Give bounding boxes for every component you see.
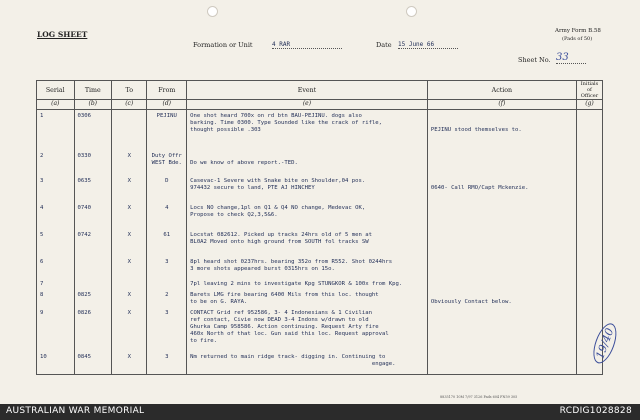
event-cell: [187, 175, 428, 202]
from-cell: [147, 351, 187, 375]
initials-cell: [576, 278, 602, 289]
action-cell: [427, 307, 576, 351]
from-cell-text: 61: [163, 231, 171, 238]
serial-cell: [37, 256, 75, 278]
letter-a: (a): [37, 100, 75, 110]
sheet-no-label: Sheet No.: [518, 56, 551, 64]
to-cell-text: X: [127, 353, 131, 360]
to-cell-text: X: [127, 177, 131, 184]
col-event: Event: [187, 81, 428, 100]
event-cell-text: Barets LMG fire bearing 6400 Mils from this loc. thought to be on G. RAYA.: [190, 291, 379, 305]
time-cell: [74, 351, 112, 375]
action-cell: [427, 229, 576, 256]
serial-cell: [37, 202, 75, 229]
event-cell-text: CONTACT Grid ref 952586, 3- 4 Indonesians & 1 Civilian ref contact, Civie now DEAD 3-4 Indons w/drawn to old Ghurka Camp 958586. Action continuing. Request Arty fire 460x North of that loc. Gun said this loc. Request approval to fire.: [190, 309, 389, 345]
event-cell-text: Do we know of above report.-TED.: [190, 159, 298, 166]
action-cell: [427, 175, 576, 202]
from-cell: [147, 289, 187, 307]
letter-f: (f): [427, 100, 576, 110]
serial-cell: [37, 175, 75, 202]
serial-cell-text: 1: [40, 113, 44, 119]
from-cell: [147, 175, 187, 202]
to-cell: [112, 256, 147, 278]
event-cell-text: Casevac-1 Severe with Snake bite on Shoulder,04 pos. 974432 secure to land, PTE AJ HINCHEY: [190, 177, 366, 191]
log-row: [37, 307, 603, 351]
event-cell: [187, 202, 428, 229]
to-cell-text: X: [127, 204, 131, 211]
from-cell: [147, 202, 187, 229]
time-cell-text: 0330: [77, 152, 91, 159]
serial-cell-text: 10: [40, 353, 47, 360]
letter-b: (b): [74, 100, 112, 110]
log-row: [37, 256, 603, 278]
letter-e: (e): [187, 100, 428, 110]
sheet-no-value: 33: [556, 52, 586, 64]
formation-value: 4 RAR: [272, 41, 342, 49]
action-cell: [427, 150, 576, 175]
from-cell-text: 4: [165, 204, 169, 211]
event-cell: [187, 256, 428, 278]
event-cell: [187, 150, 428, 175]
log-row: [37, 351, 603, 375]
event-cell-text: Locstat 082612. Picked up tracks 24hrs old of 5 men at BL0A2 Moved onto high ground from SOUTH fol tracks SW: [190, 231, 372, 245]
event-cell-text: One shot heard 700x on rd btn BAU-PEJINU. dogs also barking. Time 0300. Type Sounded like the crack of rifle, thought possible .303: [190, 113, 383, 134]
serial-cell: [37, 150, 75, 175]
log-row: [37, 150, 603, 175]
sheet-title: LOG SHEET: [37, 30, 88, 39]
log-row: [37, 175, 603, 202]
from-cell: [147, 256, 187, 278]
action-cell: [427, 289, 576, 307]
event-cell: [187, 289, 428, 307]
serial-cell-text: 8: [40, 291, 44, 298]
initials-cell: [576, 202, 602, 229]
initials-cell: [576, 289, 602, 307]
footer-id: RCDIG1028828: [559, 406, 632, 416]
formation-label: Formation or Unit: [193, 41, 253, 49]
serial-cell-text: 2: [40, 152, 44, 159]
letter-c: (c): [112, 100, 147, 110]
from-cell-text: 3: [165, 309, 169, 316]
to-cell: [112, 278, 147, 289]
serial-cell-text: 7: [40, 280, 44, 287]
initials-cell: [576, 175, 602, 202]
from-cell-text: 3: [165, 353, 169, 360]
time-cell-text: 0826: [77, 309, 91, 316]
date-value: 15 June 66: [398, 41, 458, 49]
form-name: Army Form B.58: [555, 28, 601, 34]
column-letter-row: [37, 100, 603, 110]
from-cell: [147, 307, 187, 351]
log-row: [37, 229, 603, 256]
punch-hole-left: [207, 6, 218, 17]
serial-cell: [37, 307, 75, 351]
time-cell: [74, 289, 112, 307]
to-cell-text: X: [127, 291, 131, 298]
col-action: Action: [427, 81, 576, 100]
time-cell-text: 0635: [77, 177, 91, 184]
to-cell: [112, 202, 147, 229]
action-cell: [427, 110, 576, 150]
form-pads: (Pads of 50): [562, 36, 593, 42]
event-cell: [187, 229, 428, 256]
log-table: [36, 80, 603, 375]
to-cell: [112, 289, 147, 307]
serial-cell: [37, 278, 75, 289]
time-cell-text: 0740: [77, 204, 91, 211]
log-row: [37, 202, 603, 229]
letter-g: (g): [576, 100, 602, 110]
time-cell: [74, 202, 112, 229]
action-cell: [427, 351, 576, 375]
action-cell: [427, 202, 576, 229]
serial-cell-text: 4: [40, 204, 44, 211]
event-cell: [187, 307, 428, 351]
from-cell: [147, 229, 187, 256]
log-row: [37, 278, 603, 289]
table-header-row: [37, 81, 603, 100]
time-cell: [74, 256, 112, 278]
time-cell: [74, 307, 112, 351]
to-cell: [112, 307, 147, 351]
to-cell: [112, 175, 147, 202]
to-cell: [112, 110, 147, 150]
log-row: [37, 110, 603, 150]
from-cell-text: D: [165, 177, 169, 184]
date-label: Date: [376, 41, 392, 49]
initials-cell: [576, 256, 602, 278]
initials-cell: [576, 110, 602, 150]
serial-cell: [37, 351, 75, 375]
serial-cell: [37, 229, 75, 256]
punch-hole-right: [406, 6, 417, 17]
from-cell: [147, 150, 187, 175]
event-cell-text: 8pl heard shot 0237hrs. bearing 352o from R552. Shot 0244hrs 3 more shots appeared burst 0315hrs on 15o.: [190, 258, 393, 272]
time-cell-text: 0825: [77, 291, 91, 298]
to-cell: [112, 150, 147, 175]
serial-cell: [37, 110, 75, 150]
event-cell: [187, 110, 428, 150]
event-cell-text: Nm returned to main ridge track- digging in. Continuing to engage.: [190, 353, 396, 367]
printer-line: 8835170 10M 7/97 3126 Pads 604 FN59 305: [440, 395, 518, 399]
event-cell-text: Locs NO change,1pl on Q1 & Q4 NO change, Medevac OK, Propose to check Q2,3,5&6.: [190, 204, 366, 218]
initials-cell: [576, 229, 602, 256]
to-cell: [112, 351, 147, 375]
time-cell-text: 0306: [77, 113, 91, 119]
event-cell: [187, 351, 428, 375]
to-cell-text: X: [127, 152, 131, 159]
time-cell: [74, 150, 112, 175]
from-cell-text: 3: [165, 258, 169, 265]
initials-cell: [576, 150, 602, 175]
from-cell-text: Duty Offr WEST Bde.: [151, 152, 182, 166]
action-cell-text: Obviously Contact below.: [430, 298, 512, 305]
letter-d: (d): [147, 100, 187, 110]
col-from: From: [147, 81, 187, 100]
time-cell: [74, 278, 112, 289]
time-cell: [74, 229, 112, 256]
to-cell-text: X: [127, 231, 131, 238]
time-cell: [74, 110, 112, 150]
action-cell-text: PEJINU stood themselves to.: [430, 127, 522, 134]
to-cell-text: X: [127, 309, 131, 316]
serial-cell-text: 6: [40, 258, 44, 265]
from-cell-text: 2: [165, 291, 169, 298]
serial-cell-text: 9: [40, 309, 44, 316]
col-serial: Serial: [37, 81, 75, 100]
from-cell-text: PEJINU: [156, 113, 177, 119]
event-cell-text: 7pl leaving 2 mins to investigate Kpg STUNGKOR & 100x from Kpg.: [190, 280, 403, 287]
log-row: [37, 289, 603, 307]
col-initials: Initials of Officer: [576, 81, 602, 100]
action-cell: [427, 278, 576, 289]
from-cell: [147, 278, 187, 289]
to-cell: [112, 229, 147, 256]
serial-cell-text: 5: [40, 231, 44, 238]
time-cell-text: 0742: [77, 231, 91, 238]
margin-annotation: 19/40: [589, 321, 621, 367]
time-cell-text: 0845: [77, 353, 91, 360]
serial-cell-text: 3: [40, 177, 44, 184]
col-time: Time: [74, 81, 112, 100]
serial-cell: [37, 289, 75, 307]
action-cell: [427, 256, 576, 278]
col-to: To: [112, 81, 147, 100]
footer-credit: AUSTRALIAN WAR MEMORIAL: [6, 406, 145, 416]
event-cell: [187, 278, 428, 289]
from-cell: [147, 110, 187, 150]
time-cell: [74, 175, 112, 202]
action-cell-text: 0640- Call RMO/Capt Mckenzie.: [430, 184, 529, 191]
to-cell-text: X: [127, 258, 131, 265]
